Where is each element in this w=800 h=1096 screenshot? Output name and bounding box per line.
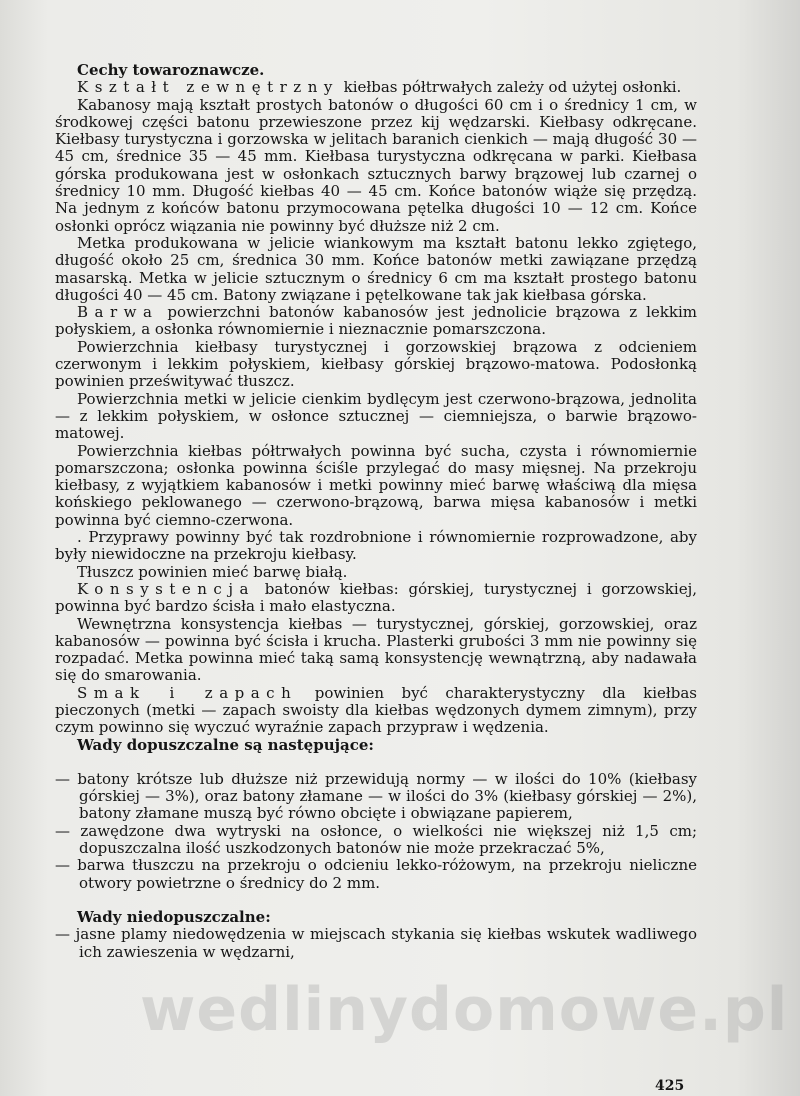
term-shape: Kształt zewnętrzny <box>77 78 339 97</box>
paragraph-surface-general: Powierzchnia kiełbas półtrwałych powinna być sucha, czysta i równomiernie pomarszczona; osłonka powinna ściśle przylegać do masy mięsnej. Na przekroju kiełbasy, z wyjątkiem kabanosów i metki powinny mieć barwę właściwą dla mięsa końskiego peklowanego — czerwono-brązową, barwa mięsa kabanosów i metki powinna być ciemno-czerwona. <box>55 441 697 529</box>
spacer <box>55 754 697 771</box>
paragraph-taste <box>55 685 697 737</box>
list-item: — barwa tłuszczu na przekroju o odcieniu lekko-różowym, na przekroju nieliczne otwory powietrzne o średnicy do 2 mm. <box>55 856 697 892</box>
text-taste: powinien być charakterystyczny dla kiełbas pieczonych (metki — zapach swoisty dla kiełbas wędzonych dymem zimnym), przy czym powinno się wyczuć wyraźnie zapach przypraw i wędzenia. <box>55 683 697 737</box>
page-number: 425 <box>655 1078 685 1094</box>
paragraph-surface-tour: Powierzchnia kiełbasy turystycznej i gorzowskiej brązowa z odcieniem czerwonym i lekkim połyskiem, kiełbasy górskiej brązowo-matowa. Podosłonką powinien prześwitywać tłuszcz. <box>55 337 697 391</box>
paragraph-kabanosy: Kabanosy mają kształt prostych batonów o długości 60 cm i o średnicy 1 cm, w środkowej części batonu przewieszone przez kij wędzarski. Kiełbasy odkręcane. Kiełbasy turystyczna i gorzowska w jelitach baranich cienkich — mają długość 30 — 45 cm, średnice 35 — 45 mm. Kiełbasa turystyczna odkręcana w parki. Kiełbasa górska produkowana jest w osłonkach sztucznych barwy brązowej lub czarnej o średnicy 10 mm. Długość kiełbas 40 — 45 cm. Końce batonów wiąże się przędzą. Na jednym z końców batonu przymocowana pętelka długości 10 — 12 cm. Końce osłonki oprócz wiązania nie powinny być dłuższe niż 2 cm. <box>55 95 697 235</box>
term-consistency: Konsystencja <box>77 579 255 598</box>
paragraph-consistency <box>55 581 697 616</box>
spacer <box>55 892 697 909</box>
text-column <box>55 62 697 961</box>
paragraph-color <box>55 304 697 339</box>
term-taste: Smak i zapach <box>77 683 298 702</box>
paragraph-shape <box>55 79 697 96</box>
paragraph-spices: . Przyprawy powinny być tak rozdrobnione i równomiernie rozprowadzone, aby były niewidoczne na przekroju kiełbasy. <box>55 528 697 564</box>
text-color: powierzchni batonów kabanosów jest jednolicie brązowa z lekkim połyskiem, a osłonka równomiernie i nieznacznie pomarszczona. <box>55 303 697 339</box>
list-item: — jasne plamy niedowędzenia w miejscach stykania się kiełbas wskutek wadliwego ich zawieszenia w wędzarni, <box>55 925 697 961</box>
heading-allowed-defects: Wady dopuszczalne są następujące: <box>77 735 374 754</box>
paragraph-metka: Metka produkowana w jelicie wiankowym ma kształt batonu lekko zgiętego, długość około 25 cm, średnica 30 mm. Końce batonów metki zawiązane przędzą masarską. Metka w jelicie sztucznym o średnicy 6 cm ma kształt prostego batonu długości 40 — 45 cm. Batony związane i pętelkowane tak jak kiełbasa górska. <box>55 233 697 304</box>
list-item: — zawędzone dwa wytryski na osłonce, o wielkości nie większej niż 1,5 cm; dopuszczalna ilość uszkodzonych batonów nie może przekraczać 5%, <box>55 821 697 858</box>
heading-features: Cechy towaroznawcze. <box>77 61 265 79</box>
paragraph-surface-metka: Powierzchnia metki w jelicie cienkim bydlęcym jest czerwono-brązowa, jednolita — z lekkim połyskiem, w osłonce sztucznej — ciemniejsza, o barwie brązowo-matowej. <box>55 389 697 443</box>
term-color: Barwa <box>77 303 159 322</box>
paragraph-internal: Wewnętrzna konsystencja kiełbas — turystycznej, górskiej, gorzowskiej, oraz kabanosów — powinna być ścisła i krucha. Plasterki grubości 3 mm nie powinny się rozpadać. Metka powinna mieć taką samą konsystencję wewnątrzną, aby nadawała się do smarowania. <box>55 614 697 685</box>
heading-disallowed-defects: Wady niedopuszczalne: <box>77 907 271 926</box>
watermark: wedlinydomowe.pl <box>140 975 789 1045</box>
list-item: — batony krótsze lub dłuższe niż przewidują normy — w ilości do 10% (kiełbasy górskiej — 3%), oraz batony złamane — w ilości do 3% (kiełbasy górskiej — 2%), batony złamane muszą być równo obcięte i obwiązane papierem, <box>55 769 697 823</box>
text-shape: kiełbas półtrwałych zależy od użytej osłonki. <box>338 78 682 97</box>
text-consistency: batonów kiełbas: górskiej, turystycznej i gorzowskiej, powinna być bardzo ścisła i mało elastyczna. <box>55 579 697 616</box>
paragraph-fat: Tłuszcz powinien mieć barwę białą. <box>77 562 348 581</box>
